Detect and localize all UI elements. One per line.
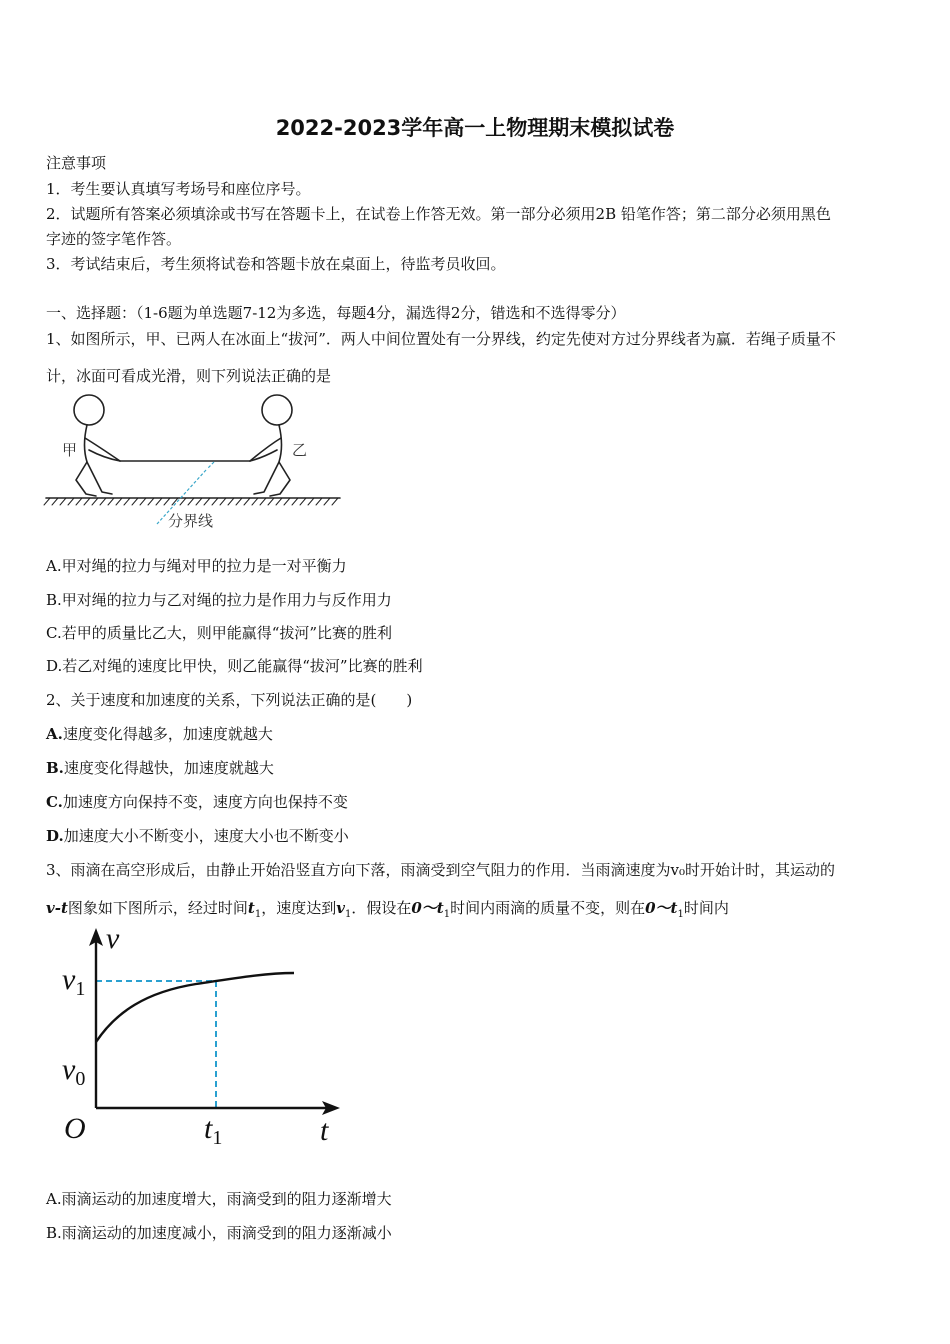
question-1-option-a: A.甲对绳的拉力与绳对甲的拉力是一对平衡力 <box>46 557 347 575</box>
option-letter: C. <box>46 793 63 811</box>
person-jia-label: 甲 <box>62 443 78 459</box>
notice-item: 字迹的签字笔作答。 <box>46 230 182 248</box>
t-axis-label: t <box>320 1114 329 1147</box>
notice-item: 2．试题所有答案必须填涂或书写在答题卡上，在试卷上作答无效。第一部分必须用2B 铅笔作答；第二部分必须用黑色 <box>46 205 831 223</box>
v1-label: $v_1$ <box>62 963 86 1000</box>
velocity-time-graph <box>56 922 348 1150</box>
option-letter: D. <box>46 827 64 845</box>
t1-label: $t_1$ <box>204 1112 223 1149</box>
question-1-option-c: C.若甲的质量比乙大，则甲能赢得“拔河”比赛的胜利 <box>46 624 393 642</box>
tug-of-war-figure <box>40 388 350 536</box>
question-3-option-b: B.雨滴运动的加速度减小，雨滴受到的阻力逐渐减小 <box>46 1224 392 1242</box>
option-text: 速度变化得越快，加速度就越大 <box>63 759 274 777</box>
question-2-option-c <box>46 791 348 812</box>
question-2-option-b <box>46 757 274 778</box>
question-3-stem-cont: v-t图象如下图所示，经过时间$t_1$，速度达到$v_1$．假设在$0\sim t_1$时间内雨滴的质量不变，则在$0\sim t_1$时间内 <box>46 899 729 920</box>
notice-item: 3．考试结束后，考生须将试卷和答题卡放在桌面上，待监考员收回。 <box>46 255 506 273</box>
dividing-line-label: 分界线 <box>168 514 214 530</box>
v0-label: $v_0$ <box>62 1053 86 1090</box>
option-letter: A. <box>46 725 63 743</box>
page-title: 2022-2023学年高一上物理期末模拟试卷 <box>275 116 675 140</box>
v-axis-label: v <box>106 922 120 955</box>
person-yi-label: 乙 <box>292 443 308 459</box>
option-text: 加速度方向保持不变，速度方向也保持不变 <box>62 793 348 811</box>
question-2-option-a <box>46 723 273 744</box>
section-heading: 一、选择题：（1-6题为单选题7-12为多选，每题4分，漏选得2分，错选和不选得零分） <box>46 304 626 322</box>
question-1-stem: 1、如图所示，甲、已两人在冰面上“拔河”．两人中间位置处有一分界线，约定先使对方过分界线者为赢．若绳子质量不 <box>46 330 836 348</box>
option-letter: B. <box>46 759 64 777</box>
notice-heading: 注意事项 <box>46 154 107 172</box>
question-2-option-d <box>46 825 349 846</box>
question-3-stem: 3、雨滴在高空形成后，由静止开始沿竖直方向下落，雨滴受到空气阻力的作用．当雨滴速度为v₀时开始计时，其运动的 <box>46 861 836 879</box>
question-1-stem-cont: 计，冰面可看成光滑，则下列说法正确的是 <box>46 367 332 385</box>
question-3-option-a: A.雨滴运动的加速度增大，雨滴受到的阻力逐渐增大 <box>46 1190 392 1208</box>
option-text: 速度变化得越多，加速度就越大 <box>62 725 273 743</box>
question-2-stem: 2、关于速度和加速度的关系，下列说法正确的是( ) <box>46 691 413 709</box>
option-text: 加速度大小不断变小，速度大小也不断变小 <box>63 827 349 845</box>
notice-item: 1．考生要认真填写考场号和座位序号。 <box>46 180 311 198</box>
question-1-option-d: D.若乙对绳的速度比甲快，则乙能赢得“拔河”比赛的胜利 <box>46 657 423 675</box>
question-1-option-b: B.甲对绳的拉力与乙对绳的拉力是作用力与反作用力 <box>46 591 392 609</box>
origin-label: O <box>64 1112 86 1145</box>
